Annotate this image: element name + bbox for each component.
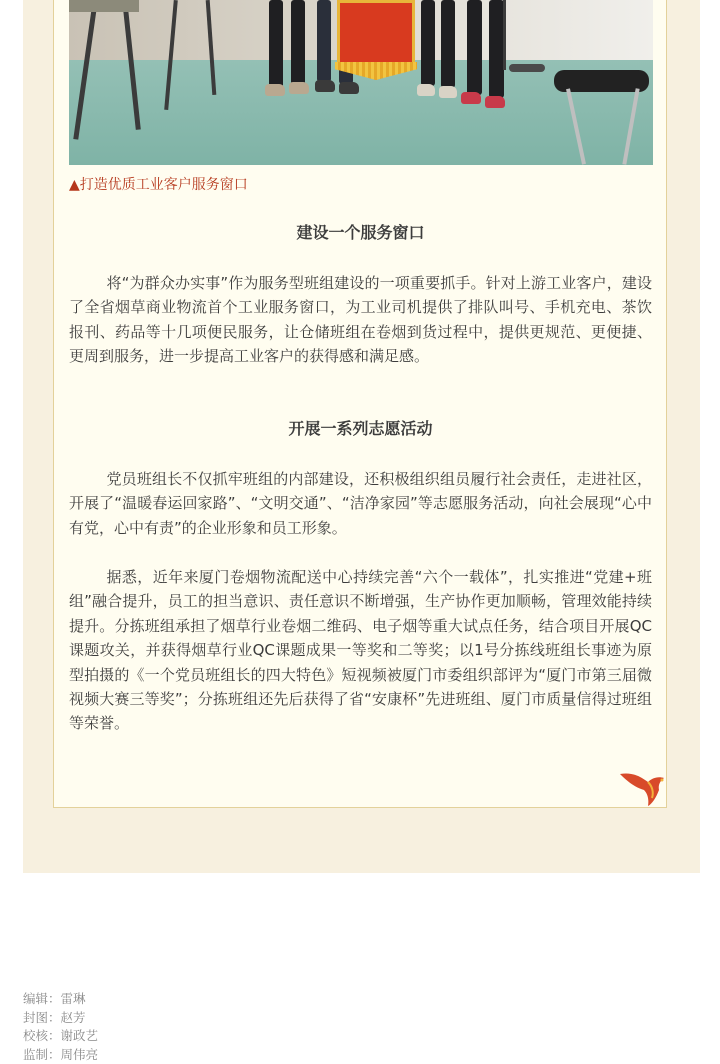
credit-supervisor: 监制：周伟亮 xyxy=(23,1046,98,1064)
shoe xyxy=(461,92,481,104)
credit-proofreader: 校核：谢政艺 xyxy=(23,1027,98,1046)
stool-leg xyxy=(503,0,506,70)
decorative-bird-icon xyxy=(618,768,670,808)
credit-cover: 封图：赵芳 xyxy=(23,1009,98,1028)
stool-seat xyxy=(69,0,139,12)
person-leg xyxy=(467,0,482,95)
paragraph-service-window: 将“为群众办实事”作为服务型班组建设的一项重要抓手。针对上游工业客户，建设了全省烟草商业物流首个工业服务窗口，为工业司机提供了排队叫号、手机充电、茶饮报刊、药品等十几项便民服务，让仓储班组在卷烟到货过程中，提供更规范、更便捷、更周到服务，进一步提高工业客户的获得感和满足感。 xyxy=(69,271,652,369)
section-title-service-window: 建设一个服务窗口 xyxy=(69,221,652,245)
paragraph-summary: 据悉，近年来厦门卷烟物流配送中心持续完善“六个一载体”，扎实推进“党建+班组”融合提升，员工的担当意识、责任意识不断增强，生产协作更加顺畅，管理效能持续提升。分拣班组承担了烟草行业卷烟二维码、电子烟等重大试点任务，结合项目开展QC课题攻关，并获得烟草行业QC课题成果一等奖和二等奖；以1号分拣线班组长事迹为原型拍摄的《一个党员班组长的四大特色》短视频被厦门市委组织部评为“厦门市第三届微视频大赛三等奖”；分拣班组还先后获得了省“安康杯”先进班组、厦门市质量信得过班组等荣誉。 xyxy=(69,565,652,736)
shoe xyxy=(339,82,359,94)
shoe xyxy=(485,96,505,108)
person-leg xyxy=(489,0,504,98)
photo-caption: ▲打造优质工业客户服务窗口 xyxy=(69,175,248,195)
person-leg xyxy=(441,0,455,88)
credit-editor: 编辑：雷琳 xyxy=(23,990,98,1009)
person-leg xyxy=(421,0,435,86)
shoe xyxy=(265,84,285,96)
team-photo[interactable] xyxy=(69,0,653,165)
shoe xyxy=(417,84,435,96)
credits-block xyxy=(23,990,98,1064)
shoe xyxy=(439,86,457,98)
person-leg xyxy=(317,0,331,82)
person-leg xyxy=(291,0,305,85)
shoe xyxy=(289,82,309,94)
person-leg xyxy=(269,0,283,88)
stool-base xyxy=(509,64,545,72)
section-title-volunteer: 开展一系列志愿活动 xyxy=(69,417,652,441)
paragraph-volunteer: 党员班组长不仅抓牢班组的内部建设，还积极组织组员履行社会责任，走进社区，开展了“温暖春运回家路”、“文明交通”、“洁净家园”等志愿服务活动，向社会展现“心中有党，心中有责”的企业形象和员工形象。 xyxy=(69,467,652,540)
shoe xyxy=(315,80,335,92)
